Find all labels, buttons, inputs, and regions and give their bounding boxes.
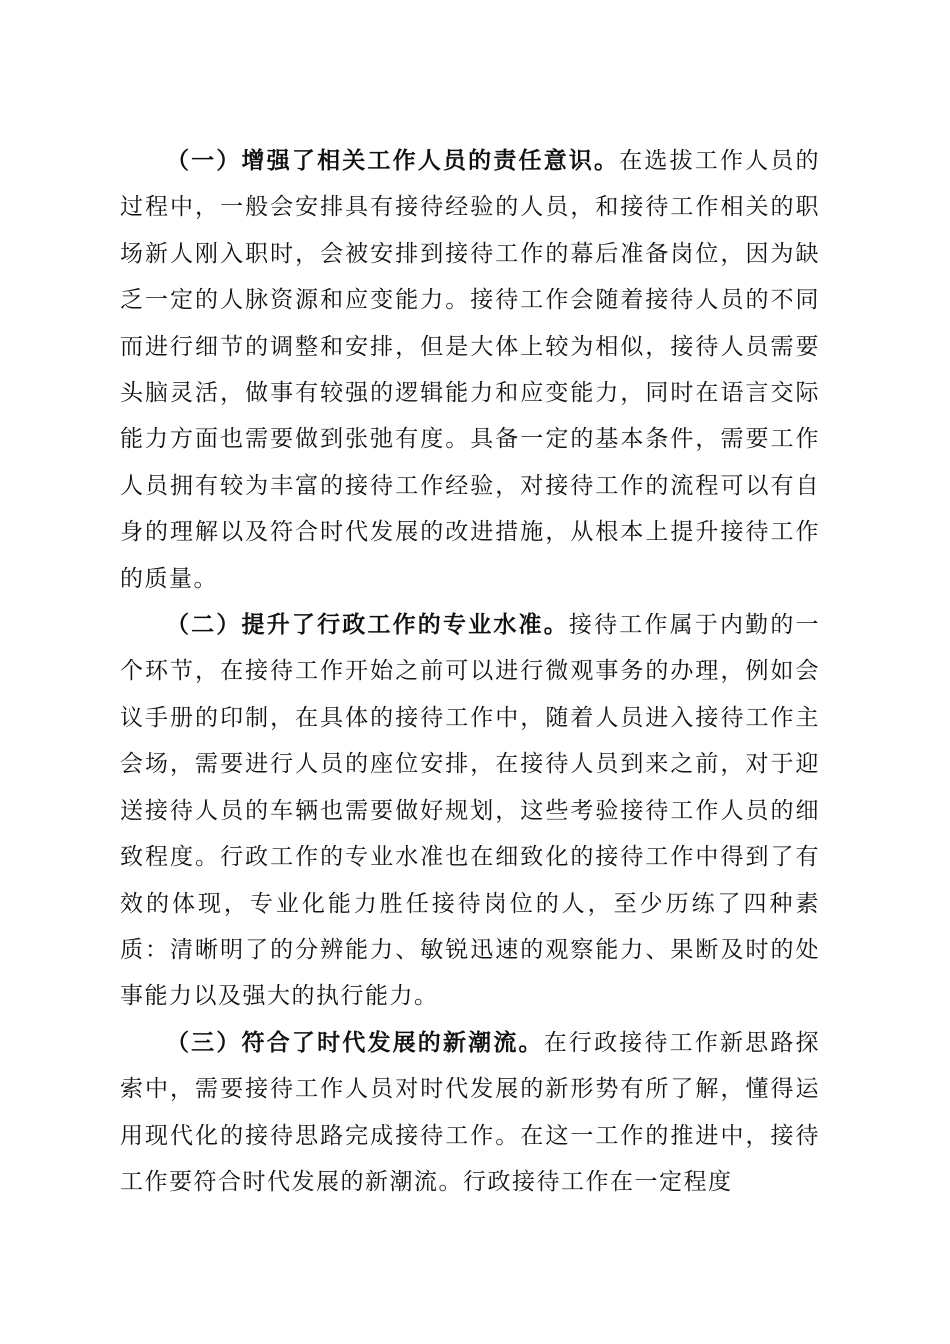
paragraph-3: [120, 1020, 820, 1206]
paragraph-1: [120, 138, 820, 602]
paragraph-3-heading: （三）符合了时代发展的新潮流。: [166, 1028, 544, 1056]
paragraph-1-text: 在选拔工作人员的过程中，一般会安排具有接待经验的人员，和接待工作相关的职场新人刚入职时，会被安排到接待工作的幕后准备岗位，因为缺乏一定的人脉资源和应变能力。接待工作会随着接待人员的不同而进行细节的调整和安排，但是大体上较为相似，接待人员需要头脑灵活，做事有较强的逻辑能力和应变能力，同时在语言交际能力方面也需要做到张弛有度。具备一定的基本条件，需要工作人员拥有较为丰富的接待工作经验，对接待工作的流程可以有自身的理解以及符合时代发展的改进措施，从根本上提升接待工作的质量。: [120, 148, 821, 592]
paragraph-2-heading: （二）提升了行政工作的专业水准。: [166, 611, 569, 639]
paragraph-3-text: 在行政接待工作新思路探索中，需要接待工作人员对时代发展的新形势有所了解，懂得运用现代化的接待思路完成接待工作。在这一工作的推进中，接待工作要符合时代发展的新潮流。行政接待工作在一定程度: [120, 1029, 821, 1195]
paragraph-2-text: 接待工作属于内勤的一个环节，在接待工作开始之前可以进行微观事务的办理，例如会议手册的印制，在具体的接待工作中，随着人员进入接待工作主会场，需要进行人员的座位安排，在接待人员到来之前，对于迎送接待人员的车辆也需要做好规划，这些考验接待工作人员的细致程度。行政工作的专业水准也在细致化的接待工作中得到了有效的体现，专业化能力胜任接待岗位的人，至少历练了四种素质：清晰明了的分辨能力、敏锐迅速的观察能力、果断及时的处事能力以及强大的执行能力。: [120, 612, 821, 1010]
paragraph-1-heading: （一）增强了相关工作人员的责任意识。: [166, 147, 620, 174]
paragraph-2: [120, 602, 820, 1020]
document-body: [120, 138, 820, 1205]
